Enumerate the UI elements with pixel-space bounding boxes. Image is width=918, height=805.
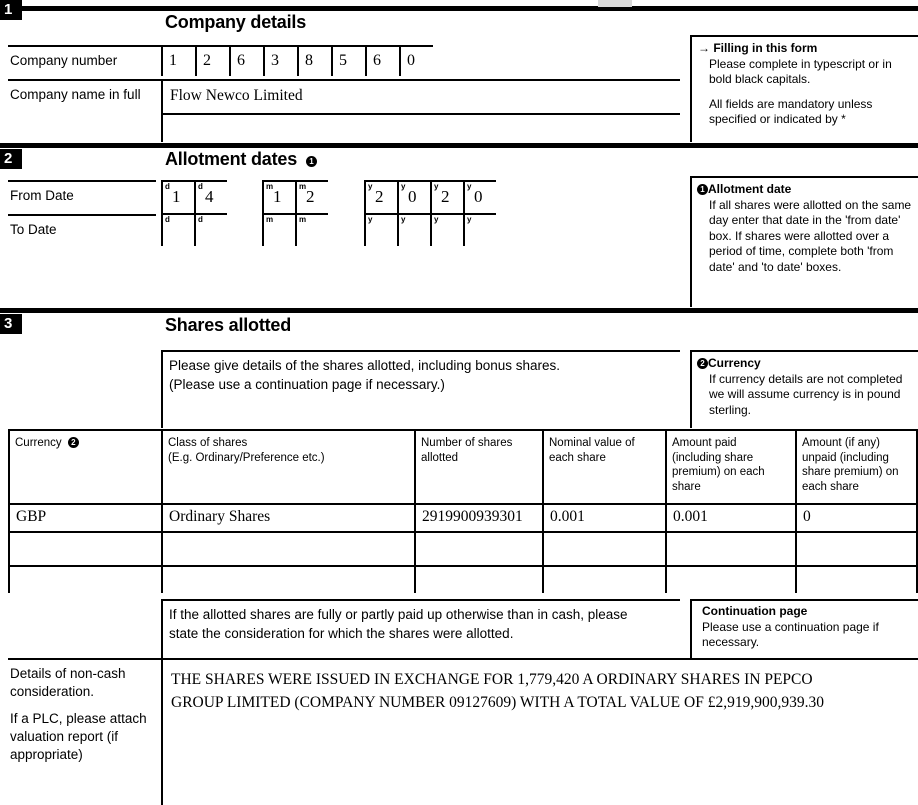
- to-date-year-4[interactable]: y: [463, 213, 496, 246]
- cash-consideration-instruction: [169, 605, 677, 643]
- to-date-year-2[interactable]: y: [397, 213, 430, 246]
- continuation-note-top-rule: [690, 599, 918, 601]
- table-row-3-nominal[interactable]: [544, 567, 663, 592]
- table-header-amount-paid: [672, 436, 790, 494]
- table-row-1-number[interactable]: 2919900939301: [422, 508, 523, 525]
- table-header-number-of-shares: [421, 436, 539, 465]
- table-header-amount-unpaid-line-1: Amount (if any): [802, 437, 880, 449]
- note-3-heading: Currency: [708, 356, 761, 370]
- continuation-note-heading: Continuation page: [702, 604, 808, 618]
- note-1-heading: Filling in this form: [713, 41, 818, 55]
- note-2-top-rule: [690, 176, 918, 178]
- note-3-top-rule: [690, 350, 918, 352]
- section-1-title: Company details: [165, 12, 307, 32]
- non-cash-top-rule: [8, 658, 918, 660]
- cash-instruction-left-rule: [161, 599, 163, 658]
- to-date-month-1[interactable]: m: [262, 213, 295, 246]
- section-2-divider: [0, 143, 918, 148]
- table-header-amount-unpaid: [802, 436, 914, 494]
- note-1-left-rule: [690, 35, 692, 142]
- allotment-date-note: [697, 182, 913, 275]
- note-1-body-1: Please complete in typescript or in bold black capitals.: [709, 56, 892, 86]
- table-header-class-line-2: (E.g. Ordinary/Preference etc.): [168, 451, 325, 464]
- company-name-left-rule: [161, 79, 163, 142]
- table-header-currency-marker: 2: [68, 437, 79, 448]
- from-date-top-rule: [8, 180, 156, 182]
- note-3-left-rule: [690, 350, 692, 428]
- table-header-number-line-1: Number of shares: [421, 437, 513, 449]
- section-2-title: [165, 149, 317, 170]
- table-header-amount-paid-line-1: Amount paid: [672, 437, 737, 449]
- section-3-number: 3: [0, 314, 22, 334]
- company-number-box-3[interactable]: 6: [229, 45, 263, 76]
- note-3-body-1: If currency details are not completed we will assume currency is in pound sterling.: [709, 371, 903, 417]
- table-row-1-currency[interactable]: GBP: [16, 508, 47, 525]
- table-header-bottom-rule: [8, 503, 918, 505]
- currency-note: [697, 356, 913, 418]
- to-date-day-2[interactable]: d: [194, 213, 227, 246]
- table-row-2-unpaid[interactable]: [797, 533, 914, 563]
- to-date-top-rule: [8, 214, 156, 216]
- non-cash-label-line-2: If a PLC, please attach valuation report (if appropriate): [10, 711, 147, 762]
- to-date-month-2[interactable]: m: [295, 213, 328, 246]
- company-number-box-6[interactable]: 5: [331, 45, 365, 76]
- non-cash-value-line-2: GROUP LIMITED (COMPANY NUMBER 09127609) WITH A TOTAL VALUE OF £2,919,900,939.30: [171, 694, 824, 711]
- table-row-2-class[interactable]: [163, 533, 412, 563]
- note-1-top-rule: [690, 35, 918, 37]
- table-row-1-paid[interactable]: 0.001: [673, 508, 708, 525]
- to-date-year-3[interactable]: y: [430, 213, 463, 246]
- to-date-day-1[interactable]: d: [161, 213, 194, 246]
- to-date-year-1[interactable]: y: [364, 213, 397, 246]
- table-row-2-currency[interactable]: [10, 533, 159, 563]
- table-row-1-unpaid[interactable]: 0: [803, 508, 811, 525]
- non-cash-label: [10, 665, 155, 764]
- arrow-icon: →: [698, 41, 710, 55]
- from-date-month-2[interactable]: m 2: [295, 180, 328, 213]
- company-number-label: Company number: [10, 53, 118, 68]
- from-date-month-1[interactable]: m 1: [262, 180, 295, 213]
- instruction-top-rule: [161, 350, 680, 352]
- section-1-number: 1: [0, 0, 22, 20]
- company-number-box-4[interactable]: 3: [263, 45, 297, 76]
- table-row-3-currency[interactable]: [10, 567, 159, 592]
- table-row-2-number[interactable]: [416, 533, 540, 563]
- from-date-label: From Date: [10, 188, 74, 203]
- company-number-box-5[interactable]: 8: [297, 45, 331, 76]
- cash-instruction-line-2: state the consideration for which the shares were allotted.: [169, 626, 514, 641]
- table-row-1-class[interactable]: Ordinary Shares: [169, 508, 271, 525]
- scan-artifact: [598, 0, 632, 7]
- table-header-amount-paid-line-2: (including share premium) on each share: [672, 451, 765, 493]
- table-header-nominal-value: [549, 436, 661, 465]
- table-row-2-nominal[interactable]: [544, 533, 663, 563]
- table-header-class-of-shares: [168, 436, 408, 465]
- company-name-second-rule: [161, 113, 680, 115]
- table-header-top-rule: [8, 429, 918, 431]
- company-number-box-2[interactable]: 2: [195, 45, 229, 76]
- from-date-year-1[interactable]: y 2: [364, 180, 397, 213]
- cash-instruction-line-1: If the allotted shares are fully or partly paid up otherwise than in cash, please: [169, 607, 628, 622]
- company-name-value[interactable]: Flow Newco Limited: [170, 87, 303, 104]
- note-3-marker: 2: [697, 358, 708, 369]
- table-header-amount-unpaid-line-2: unpaid (including share premium) on each share: [802, 451, 899, 493]
- table-header-nominal-line-1: Nominal value of: [549, 437, 635, 449]
- company-name-label: Company name in full: [10, 87, 141, 102]
- continuation-note-left-rule: [690, 599, 692, 658]
- non-cash-value[interactable]: [171, 668, 913, 714]
- table-row-3-number[interactable]: [416, 567, 540, 592]
- note-2-marker: 1: [697, 184, 708, 195]
- table-header-class-line-1: Class of shares: [168, 437, 248, 449]
- table-row-3-paid[interactable]: [667, 567, 793, 592]
- company-number-box-7[interactable]: 6: [365, 45, 399, 76]
- instruction-line-2: (Please use a continuation page if necessary.): [169, 377, 445, 392]
- from-date-year-4[interactable]: y 0: [463, 180, 496, 213]
- from-date-day-2[interactable]: d 4: [194, 180, 227, 213]
- note-2-left-rule: [690, 176, 692, 307]
- note-2-heading: Allotment date: [708, 182, 792, 196]
- from-date-year-3[interactable]: y 2: [430, 180, 463, 213]
- table-row-3-class[interactable]: [163, 567, 412, 592]
- section-2-title-text: Allotment dates: [165, 149, 298, 169]
- section-2-title-marker: 1: [306, 156, 317, 167]
- company-number-box-8[interactable]: 0: [399, 45, 433, 76]
- cash-instruction-top-rule: [161, 599, 680, 601]
- table-header-nominal-line-2: each share: [549, 451, 606, 464]
- top-divider: [0, 6, 918, 11]
- table-row-1-nominal[interactable]: 0.001: [550, 508, 585, 525]
- table-header-number-line-2: allotted: [421, 451, 459, 464]
- table-header-currency: [15, 436, 155, 451]
- continuation-page-note: [702, 604, 914, 651]
- continuation-note-body: Please use a continuation page if necessary.: [702, 619, 879, 649]
- company-number-box-1[interactable]: 1: [161, 45, 195, 76]
- company-name-top-rule: [8, 79, 680, 81]
- note-1-body-2: All fields are mandatory unless specified or indicated by *: [709, 96, 873, 126]
- from-date-day-1[interactable]: d 1: [161, 180, 194, 213]
- table-row-3-unpaid[interactable]: [797, 567, 914, 592]
- table-header-currency-text: Currency: [15, 437, 62, 449]
- from-date-year-2[interactable]: y 0: [397, 180, 430, 213]
- non-cash-left-rule: [161, 658, 163, 805]
- note-2-body-1: If all shares were allotted on the same day enter that date in the 'from date' box. If shares were allotted over a period of time, complete both 'from date' and 'to date' boxes.: [709, 197, 912, 274]
- section-3-divider: [0, 308, 918, 313]
- filling-in-this-form-note: [698, 41, 912, 128]
- section-3-title: Shares allotted: [165, 315, 292, 335]
- section-2-number: 2: [0, 149, 22, 169]
- non-cash-label-line-1: Details of non-cash consideration.: [10, 666, 126, 699]
- to-date-label: To Date: [10, 222, 57, 237]
- instruction-left-rule: [161, 350, 163, 428]
- shares-allotted-instruction: [169, 356, 674, 394]
- table-row-2-paid[interactable]: [667, 533, 793, 563]
- instruction-line-1: Please give details of the shares allotted, including bonus shares.: [169, 358, 560, 373]
- non-cash-value-line-1: THE SHARES WERE ISSUED IN EXCHANGE FOR 1,779,420 A ORDINARY SHARES IN PEPCO: [171, 671, 813, 688]
